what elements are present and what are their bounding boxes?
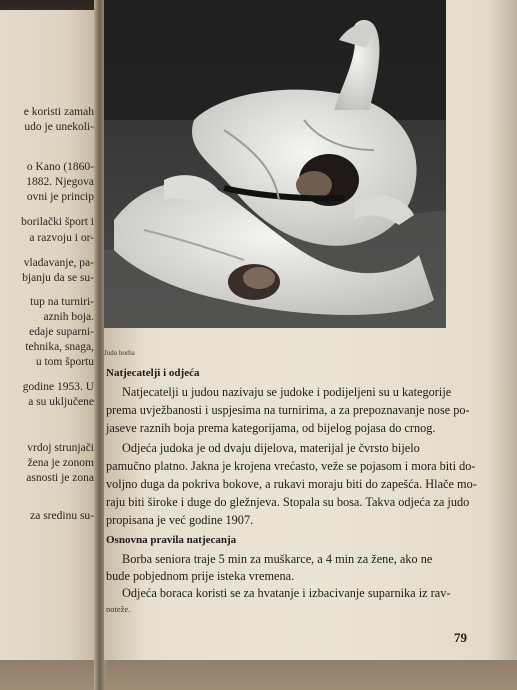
text-line: bude pobjednom prije isteka vremena. (106, 569, 295, 583)
left-line: a razvoju i or- (29, 232, 94, 244)
left-line: aznih boja. (43, 311, 94, 323)
text-line: Odjeća boraca koristi se za hvatanje i izbacivanje suparnika iz rav- (122, 586, 451, 600)
left-line: udo je unekoli- (24, 121, 94, 133)
left-line: vladavanje, pa- (23, 257, 94, 269)
right-page (104, 0, 517, 660)
text-line: voljno duga da pokriva bokove, a rukavi moraju biti do zapešća. Hlače mo- (106, 477, 477, 491)
left-line: za sredinu su- (30, 510, 94, 522)
left-line: o Kano (1860- (26, 161, 94, 173)
text-line: prema uvježbanosti i uspjesima na turnirima, a za prepoznavanje nose po- (106, 403, 470, 417)
left-line: u tom športu (35, 356, 94, 368)
left-line: borilački šport i (21, 216, 94, 228)
left-line: edaje suparni- (29, 326, 94, 338)
left-line: e koristi zamah (23, 106, 94, 118)
left-line: žena je zonom (27, 457, 94, 469)
text-line: Odjeća judoka je od dvaju dijelova, materijal je čvrsto bijelo (122, 441, 420, 455)
left-line: asnosti je zona (26, 472, 94, 484)
judo-photo (104, 0, 446, 328)
page-edge-shadow (487, 0, 517, 660)
text-line: jaseve raznih boja prema kategorijama, od bijelog pojasa do crnog. (106, 421, 436, 435)
left-line: 1882. Njegova (26, 176, 94, 188)
section-heading-competitors: Natjecatelji i odjeća (106, 367, 200, 379)
left-page (0, 10, 96, 660)
left-line: godine 1953. U (22, 381, 94, 393)
left-line: bjanju da se su- (22, 272, 94, 284)
left-line: tup na turniri- (30, 296, 94, 308)
section-heading-rules: Osnovna pravila natjecanja (106, 534, 237, 546)
page-number: 79 (454, 630, 467, 645)
text-line: Borba seniora traje 5 min za muškarce, a 4 min za žene, ako ne (122, 552, 433, 566)
text-line: propisana je već godine 1907. (106, 513, 254, 527)
text-line: Natjecatelji u judou nazivaju se judoke i podijeljeni su u kategorije (122, 385, 452, 399)
left-line: tehnika, snaga, (25, 341, 94, 353)
left-line: a su uključene (28, 396, 94, 408)
text-line: raju biti široke i duge do gležnjeva. Stopala su bosa. Takva odjeća za judo (106, 495, 470, 509)
text-line: noteže. (106, 604, 131, 614)
left-line: vrdoj strunjači (27, 442, 94, 454)
left-line: ovni je princip (26, 191, 94, 203)
photo-caption: Judo borba (104, 349, 135, 357)
text-line: pamučno platno. Jakna je krojena vrećasto, veže se pojasom i mora biti do- (106, 459, 476, 473)
